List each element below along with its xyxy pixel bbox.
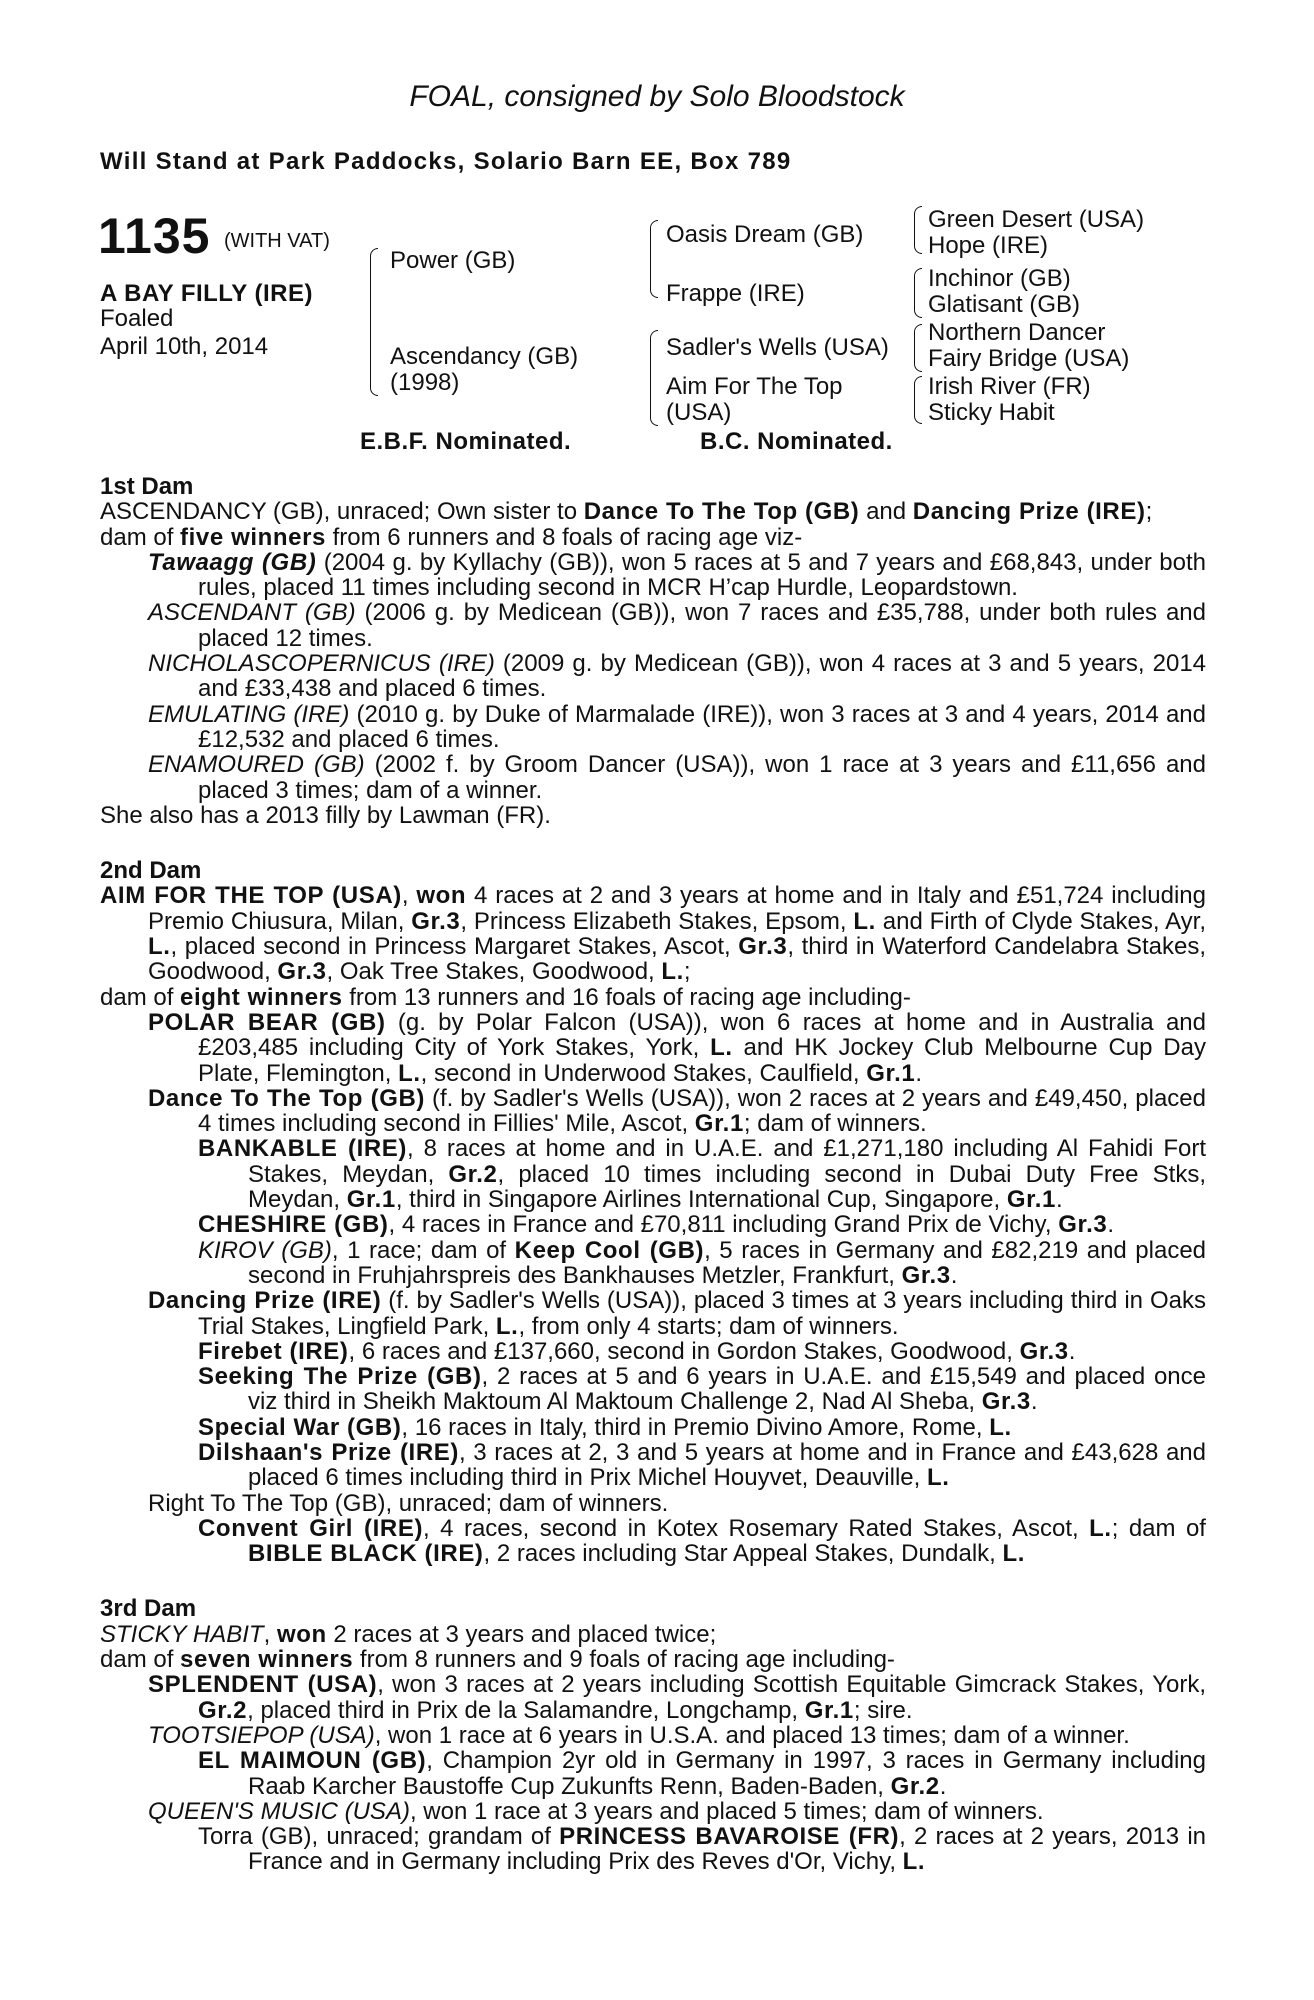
foaled-label: Foaled bbox=[100, 305, 174, 332]
pedigree-dam-sire: Sadler's Wells (USA) bbox=[666, 334, 889, 361]
pedigree-sire-dam: Frappe (IRE) bbox=[666, 280, 805, 307]
progeny-entry: TOOTSIEPOP (USA), won 1 race at 6 years in U.S.A. and placed 13 times; dam of a winner. bbox=[148, 1721, 1130, 1749]
progeny-entry: NICHOLASCOPERNICUS (IRE) (2009 g. by Medicean (GB)), won 4 races at 3 and 5 years, 2014 and £33,438 and placed 6 times. bbox=[148, 650, 1207, 703]
progeny-entry: Right To The Top (GB), unraced; dam of winners. bbox=[148, 1489, 669, 1517]
progeny-entry: ASCENDANT (GB) (2006 g. by Medicean (GB)), won 7 races and £35,788, under both rules and placed 12 times. bbox=[148, 599, 1206, 652]
second-dam-heading: 2nd Dam bbox=[100, 857, 202, 885]
progeny-entry: Dilshaan's Prize (IRE), 3 races at 2, 3 and 5 years at home and in France and £43,628 and placed 6 times including third in Prix Michel Houyvet, Deauville, L. bbox=[198, 1438, 1206, 1492]
pedigree-gg7: Irish River (FR) bbox=[928, 373, 1091, 400]
progeny-entry: BANKABLE (IRE), 8 races at home and in U.A.E. and £1,271,180 including Al Fahidi Fort Stakes, Meydan, Gr.2, placed 10 times including second in Dubai Duty Free Stks, Meydan, Gr.1, third in Singapore Airlines International Cup, Singapore, Gr.1. bbox=[198, 1135, 1207, 1214]
third-dam-intro: STICKY HABIT, won 2 races at 3 years and placed twice; bbox=[100, 1620, 717, 1648]
progeny-entry: CHESHIRE (GB), 4 races in France and £70,811 including Grand Prix de Vichy, Gr.3. bbox=[198, 1211, 1114, 1239]
progeny-entry: Dance To The Top (GB) (f. by Sadler's Wells (USA)), won 2 races at 2 years and £49,450, placed 4 times including second in Fillies' Mile, Ascot, Gr.1; dam of winners. bbox=[148, 1084, 1206, 1138]
foaled-date: April 10th, 2014 bbox=[100, 333, 269, 360]
vat-label: (WITH VAT) bbox=[224, 230, 330, 252]
pedigree-dam-dam: Aim For The Top bbox=[666, 373, 843, 400]
ebf-nominated: E.B.F. Nominated. bbox=[360, 428, 572, 455]
first-dam-heading: 1st Dam bbox=[100, 473, 194, 500]
progeny-entry: EMULATING (IRE) (2010 g. by Duke of Marmalade (IRE)), won 3 races at 3 and 4 years, 2014 and £12,532 and placed 6 times. bbox=[148, 700, 1206, 753]
pedigree-gg8: Sticky Habit bbox=[928, 399, 1055, 426]
pedigree-dam-year: (1998) bbox=[390, 369, 460, 396]
progeny-entry: Special War (GB), 16 races in Italy, third in Premio Divino Amore, Rome, L. bbox=[198, 1413, 1012, 1441]
progeny-entry: Firebet (IRE), 6 races and £137,660, second in Gordon Stakes, Goodwood, Gr.3. bbox=[198, 1337, 1076, 1365]
pedigree-dam: Ascendancy (GB) bbox=[390, 343, 579, 370]
pedigree-dam-dam-country: (USA) bbox=[666, 399, 732, 426]
third-dam-heading: 3rd Dam bbox=[100, 1595, 197, 1623]
progeny-entry: Dancing Prize (IRE) (f. by Sadler's Wells (USA)), placed 3 times at 3 years including third in Oaks Trial Stakes, Lingfield Park, L., from only 4 starts; dam of winners. bbox=[148, 1287, 1206, 1340]
lot-number: 1135 bbox=[98, 208, 211, 264]
second-dam-intro: AIM FOR THE TOP (USA), won 4 races at 2 and 3 years at home and in Italy and £51,724 including Premio Chiusura, Milan, Gr.3, Princess Elizabeth Stakes, Epsom, L. and Firth of Clyde Stakes, Ayr, L., placed second in Princess Margaret Stakes, Ascot, Gr.3, third in Waterford Candelabra Stakes, Goodwood, Gr.3, Oak Tree Stakes, Goodwood, L.; bbox=[100, 882, 1206, 986]
first-dam-record: dam of five winners from 6 runners and 8 foals of racing age viz- bbox=[100, 523, 803, 551]
progeny-entry: SPLENDENT (USA), won 3 races at 2 years including Scottish Equitable Gimcrack Stakes, York, Gr.2, placed third in Prix de la Salamandre, Longchamp, Gr.1; sire. bbox=[148, 1671, 1207, 1724]
progeny-entry: Convent Girl (IRE), 4 races, second in Kotex Rosemary Rated Stakes, Ascot, L.; dam of BIBLE BLACK (IRE), 2 races including Star Appeal Stakes, Dundalk, L. bbox=[198, 1514, 1206, 1568]
pedigree-sire: Power (GB) bbox=[390, 247, 516, 274]
stand-location: Will Stand at Park Paddocks, Solario Barn EE, Box 789 bbox=[100, 148, 792, 175]
first-dam-intro: ASCENDANCY (GB), unraced; Own sister to Dance To The Top (GB) and Dancing Prize (IRE); bbox=[100, 498, 1153, 526]
pedigree-brace bbox=[370, 248, 378, 396]
pedigree-brace bbox=[650, 330, 658, 426]
progeny-entry: EL MAIMOUN (GB), Champion 2yr old in Germany in 1997, 3 races in Germany including Raab Karcher Baustoffe Cup Zukunfts Renn, Baden-Baden, Gr.2. bbox=[198, 1747, 1206, 1800]
progeny-entry: QUEEN'S MUSIC (USA), won 1 race at 3 years and placed 5 times; dam of winners. bbox=[148, 1797, 1044, 1825]
pedigree-gg6: Fairy Bridge (USA) bbox=[928, 345, 1130, 372]
second-dam-record: dam of eight winners from 13 runners and 16 foals of racing age including- bbox=[100, 983, 911, 1011]
pedigree-sire-sire: Oasis Dream (GB) bbox=[666, 221, 864, 248]
progeny-entry: Tawaagg (GB) (2004 g. by Kyllachy (GB)), won 5 races at 5 and 7 years and £68,843, under both rules, placed 11 times including second in MCR H’cap Hurdle, Leopardstown. bbox=[148, 548, 1207, 602]
horse-name: A BAY FILLY (IRE) bbox=[100, 280, 313, 307]
catalogue-title: FOAL, consigned by Solo Bloodstock bbox=[409, 80, 905, 113]
pedigree-brace bbox=[650, 220, 658, 298]
first-dam-also: She also has a 2013 filly by Lawman (FR). bbox=[100, 801, 551, 829]
pedigree-brace bbox=[914, 268, 922, 318]
pedigree-gg2: Hope (IRE) bbox=[928, 232, 1049, 259]
pedigree-brace bbox=[914, 324, 922, 372]
pedigree-gg5: Northern Dancer bbox=[928, 319, 1106, 346]
pedigree-notes bbox=[100, 474, 1206, 1875]
bc-nominated: B.C. Nominated. bbox=[700, 428, 893, 455]
pedigree-gg3: Inchinor (GB) bbox=[928, 265, 1071, 292]
progeny-entry: KIROV (GB), 1 race; dam of Keep Cool (GB), 5 races in Germany and £82,219 and placed second in Fruhjahrspreis des Bankhauses Metzler, Frankfurt, Gr.3. bbox=[198, 1236, 1207, 1289]
pedigree-brace bbox=[914, 376, 922, 424]
pedigree-gg1: Green Desert (USA) bbox=[928, 206, 1145, 233]
progeny-entry: POLAR BEAR (GB) (g. by Polar Falcon (USA)), won 6 races at home and in Australia and £203,485 including City of York Stakes, York, L. and HK Jockey Club Melbourne Cup Day Plate, Flemington, L., second in Underwood Stakes, Caulfield, Gr.1. bbox=[148, 1008, 1206, 1087]
pedigree-gg4: Glatisant (GB) bbox=[928, 291, 1081, 318]
pedigree-brace bbox=[914, 206, 922, 254]
third-dam-record: dam of seven winners from 8 runners and 9 foals of racing age including- bbox=[100, 1646, 895, 1674]
progeny-entry: ENAMOURED (GB) (2002 f. by Groom Dancer (USA)), won 1 race at 3 years and £11,656 and placed 3 times; dam of a winner. bbox=[148, 751, 1206, 804]
progeny-entry: Torra (GB), unraced; grandam of PRINCESS BAVAROISE (FR), 2 races at 2 years, 2013 in France and in Germany including Prix des Reves d'Or, Vichy, L. bbox=[198, 1823, 1207, 1876]
progeny-entry: Seeking The Prize (GB), 2 races at 5 and 6 years in U.A.E. and £15,549 and placed once viz third in Sheikh Maktoum Al Maktoum Challenge 2, Nad Al Sheba, Gr.3. bbox=[198, 1363, 1206, 1416]
